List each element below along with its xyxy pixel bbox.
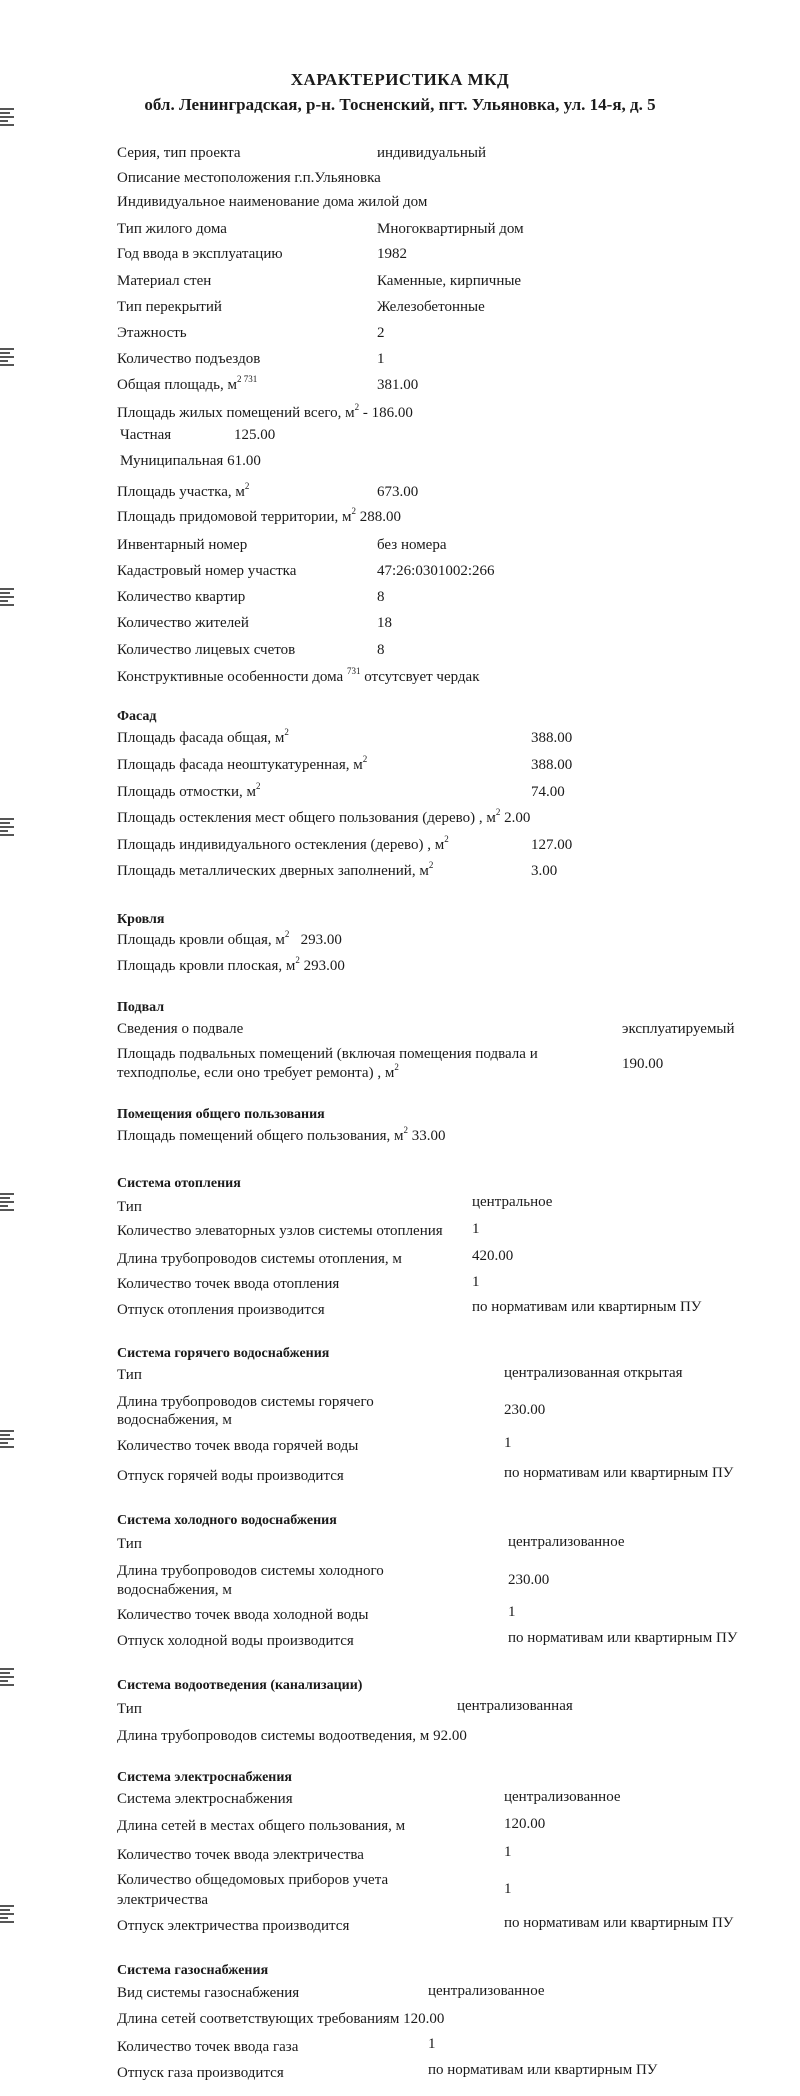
- basement-area-sup: 2: [394, 1062, 399, 1072]
- storeys-value: 2: [377, 325, 385, 341]
- elevators-value: 1: [472, 1221, 480, 1237]
- electric-title: Система электроснабжения: [117, 1770, 293, 1785]
- storeys-label: Этажность: [117, 325, 187, 341]
- cadastral-label: Кадастровый номер участка: [117, 563, 297, 579]
- name-label: Индивидуальное наименование дома: [117, 194, 355, 210]
- sewage-pipes-row: [117, 1727, 467, 1745]
- basement-title: Подвал: [117, 1000, 165, 1015]
- page-title: ХАРАКТЕРИСТИКА МКД: [290, 70, 510, 89]
- roof-total-label: Площадь кровли общая, м: [117, 932, 285, 948]
- blind-area-sup: 2: [256, 781, 261, 791]
- individual-glazing-value: 127.00: [531, 837, 573, 853]
- apartments-value: 8: [377, 589, 385, 605]
- hot-water-pipes-value: 230.00: [504, 1402, 546, 1418]
- heating-inputs-value: 1: [472, 1274, 480, 1290]
- basement-info-label: Сведения о подвале: [117, 1021, 244, 1037]
- doors-value: 3.00: [531, 863, 558, 879]
- cold-water-title: Система холодного водоснабжения: [117, 1513, 337, 1528]
- design-sup: 731: [346, 666, 361, 676]
- gas-type-value: централизованное: [428, 1983, 545, 1999]
- municipal-row: [120, 452, 261, 470]
- municipal-label: Муниципальная: [120, 453, 224, 469]
- name-value: жилой дом: [357, 194, 428, 210]
- individual-glazing-label: [117, 836, 449, 854]
- heating-title: Система отопления: [117, 1176, 241, 1191]
- blind-area-text: Площадь отмостки, м: [117, 784, 256, 800]
- electric-inputs-label: Количество точек ввода электричества: [117, 1847, 364, 1863]
- doors-label: [117, 862, 433, 880]
- facade-total-text: Площадь фасада общая, м: [117, 730, 285, 746]
- individual-glazing-text: Площадь индивидуального остекления (дерево) , м: [117, 837, 445, 853]
- gas-inputs-label: Количество точек ввода газа: [117, 2039, 299, 2055]
- scan-artifact: [0, 348, 14, 378]
- gas-networks-row: [117, 2010, 444, 2028]
- gas-type-label: Вид системы газоснабжения: [117, 1985, 300, 2001]
- plot-area-value: 673.00: [377, 484, 419, 500]
- living-area-value: - 186.00: [359, 405, 413, 421]
- doors-text: Площадь металлических дверных заполнений, м: [117, 863, 429, 879]
- doors-sup: 2: [428, 860, 434, 870]
- living-area-row: [117, 404, 413, 422]
- series-value: индивидуальный: [377, 145, 487, 161]
- electric-system-label: Система электроснабжения: [117, 1791, 293, 1807]
- hot-water-type-label: Тип: [117, 1367, 142, 1383]
- hot-water-inputs-value: 1: [504, 1435, 512, 1451]
- sewage-title: Система водоотведения (канализации): [117, 1678, 363, 1693]
- gas-networks-label: Длина сетей соответствующих требованиям: [117, 2011, 400, 2027]
- adjacent-area-value: 288.00: [359, 509, 402, 525]
- cold-water-inputs-value: 1: [508, 1604, 516, 1620]
- scan-artifact: [0, 1193, 14, 1223]
- blind-area-label: [117, 783, 261, 801]
- common-glazing-row: [117, 809, 530, 827]
- gas-networks-value: 120.00: [403, 2011, 445, 2027]
- apartments-label: Количество квартир: [117, 589, 246, 605]
- facade-unplastered-label: [117, 756, 367, 774]
- hot-water-inputs-label: Количество точек ввода горячей воды: [117, 1438, 359, 1454]
- electric-meters-label-line1: Количество общедомовых приборов учета: [117, 1872, 389, 1888]
- roof-flat-label: Площадь кровли плоская, м: [117, 958, 296, 974]
- entrances-label: Количество подъездов: [117, 351, 261, 367]
- electric-supply-value: по нормативам или квартирным ПУ: [504, 1915, 734, 1931]
- basement-area-text: техподполье, если оно требует ремонта) , м: [117, 1065, 395, 1081]
- heating-pipes-value: 420.00: [472, 1248, 514, 1264]
- total-area-label: [117, 376, 257, 394]
- cold-water-pipes-label-line1: Длина трубопроводов системы холодного: [117, 1563, 384, 1579]
- cadastral-value: 47:26:0301002:266: [377, 563, 495, 579]
- total-area-sup: 2 731: [237, 374, 258, 384]
- basement-area-label-line2: [117, 1064, 399, 1082]
- plot-area-label: [117, 483, 249, 501]
- electric-meters-value: 1: [504, 1881, 512, 1897]
- scan-artifact: [0, 588, 14, 618]
- electric-inputs-value: 1: [504, 1844, 512, 1860]
- individual-glazing-sup: 2: [444, 834, 449, 844]
- design-row: [117, 668, 480, 686]
- roof-title: Кровля: [117, 912, 165, 927]
- house-type-label: Тип жилого дома: [117, 221, 227, 237]
- entrances-value: 1: [377, 351, 385, 367]
- electric-networks-label: Длина сетей в местах общего пользования, м: [117, 1818, 406, 1834]
- electric-system-value: централизованное: [504, 1789, 621, 1805]
- hot-water-title: Система горячего водоснабжения: [117, 1346, 330, 1361]
- walls-value: Каменные, кирпичные: [377, 273, 522, 289]
- plot-area-text: Площадь участка, м: [117, 484, 245, 500]
- common-area-value: 33.00: [411, 1128, 446, 1144]
- roof-flat-sup: 2: [295, 955, 300, 965]
- cold-water-inputs-label: Количество точек ввода холодной воды: [117, 1607, 369, 1623]
- facade-title: Фасад: [117, 709, 157, 724]
- living-area-label: Площадь жилых помещений всего, м: [117, 405, 355, 421]
- location-row: [117, 169, 381, 187]
- location-label: Описание местоположения: [117, 170, 291, 186]
- scan-artifact: [0, 1905, 14, 1935]
- residents-value: 18: [377, 615, 392, 631]
- hot-water-supply-label: Отпуск горячей воды производится: [117, 1468, 344, 1484]
- year-value: 1982: [377, 246, 407, 262]
- cold-water-type-value: централизованное: [508, 1534, 625, 1550]
- hot-water-pipes-label-line2: водоснабжения, м: [117, 1412, 232, 1428]
- accounts-label: Количество лицевых счетов: [117, 642, 296, 658]
- electric-meters-label-line2: электричества: [117, 1892, 208, 1908]
- heating-supply-label: Отпуск отопления производится: [117, 1302, 325, 1318]
- heating-pipes-label: Длина трубопроводов системы отопления, м: [117, 1251, 402, 1267]
- scan-artifact: [0, 1668, 14, 1698]
- private-label: Частная: [120, 427, 172, 443]
- page-address: обл. Ленинградская, р-н. Тосненский, пгт. Ульяновка, ул. 14-я, д. 5: [144, 95, 656, 114]
- heating-supply-value: по нормативам или квартирным ПУ: [472, 1299, 702, 1315]
- common-glazing-sup: 2: [495, 807, 501, 817]
- roof-flat-value: 293.00: [303, 958, 345, 974]
- elevators-label: Количество элеваторных узлов системы отопления: [117, 1223, 443, 1239]
- adjacent-area-sup: 2: [351, 506, 357, 516]
- gas-inputs-value: 1: [428, 2036, 436, 2052]
- roof-total-sup: 2: [284, 929, 290, 939]
- living-area-sup: 2: [354, 402, 360, 412]
- common-area-sup: 2: [403, 1125, 409, 1135]
- house-type-value: Многоквартирный дом: [377, 221, 524, 237]
- floors-type-value: Железобетонные: [377, 299, 485, 315]
- gas-supply-label: Отпуск газа производится: [117, 2065, 284, 2081]
- design-value: отсутсвует чердак: [364, 669, 480, 685]
- heating-type-label: Тип: [117, 1199, 142, 1215]
- roof-total-row: [117, 931, 342, 949]
- hot-water-pipes-label-line1: Длина трубопроводов системы горячего: [117, 1394, 374, 1410]
- cold-water-type-label: Тип: [117, 1536, 142, 1552]
- electric-supply-label: Отпуск электричества производится: [117, 1918, 350, 1934]
- cold-water-pipes-label-line2: водоснабжения, м: [117, 1582, 232, 1598]
- electric-networks-value: 120.00: [504, 1816, 546, 1832]
- common-area-label: Площадь помещений общего пользования, м: [117, 1128, 404, 1144]
- private-value: 125.00: [234, 427, 276, 443]
- scan-artifact: [0, 1430, 14, 1460]
- plot-area-sup: 2: [244, 481, 250, 491]
- location-value: г.п.Ульяновка: [294, 170, 381, 186]
- basement-area-label-line1: Площадь подвальных помещений (включая помещения подвала и: [117, 1046, 538, 1062]
- facade-unplastered-sup: 2: [362, 754, 368, 764]
- sewage-pipes-label: Длина трубопроводов системы водоотведения, м: [117, 1728, 430, 1744]
- scan-artifact: [0, 818, 14, 848]
- cold-water-pipes-value: 230.00: [508, 1572, 550, 1588]
- series-label: Серия, тип проекта: [117, 145, 241, 161]
- facade-unplastered-text: Площадь фасада неоштукатуренная, м: [117, 757, 363, 773]
- gas-supply-value: по нормативам или квартирным ПУ: [428, 2062, 658, 2078]
- walls-label: Материал стен: [117, 273, 212, 289]
- inventory-label: Инвентарный номер: [117, 537, 248, 553]
- common-area-row: [117, 1127, 446, 1145]
- design-label: Конструктивные особенности дома: [117, 669, 344, 685]
- accounts-value: 8: [377, 642, 385, 658]
- common-glazing-value: 2.00: [504, 810, 531, 826]
- roof-total-value: 293.00: [300, 932, 342, 948]
- basement-area-value: 190.00: [622, 1056, 664, 1072]
- name-row: [117, 193, 427, 211]
- roof-flat-row: [117, 957, 345, 975]
- adjacent-area-row: [117, 508, 401, 526]
- sewage-type-value: централизованная: [457, 1698, 573, 1714]
- heating-inputs-label: Количество точек ввода отопления: [117, 1276, 340, 1292]
- hot-water-supply-value: по нормативам или квартирным ПУ: [504, 1465, 734, 1481]
- common-glazing-label: Площадь остекления мест общего пользования (дерево) , м: [117, 810, 496, 826]
- facade-total-value: 388.00: [531, 730, 573, 746]
- cold-water-supply-label: Отпуск холодной воды производится: [117, 1633, 354, 1649]
- facade-unplastered-value: 388.00: [531, 757, 573, 773]
- heating-type-value: центральное: [472, 1194, 553, 1210]
- total-area-text: Общая площадь, м: [117, 377, 238, 393]
- facade-total-sup: 2: [284, 727, 289, 737]
- adjacent-area-label: Площадь придомовой территории, м: [117, 509, 352, 525]
- floors-type-label: Тип перекрытий: [117, 299, 222, 315]
- facade-total-label: [117, 729, 289, 747]
- basement-info-value: эксплуатируемый: [622, 1021, 735, 1037]
- hot-water-type-value: централизованная открытая: [504, 1365, 683, 1381]
- cold-water-supply-value: по нормативам или квартирным ПУ: [508, 1630, 738, 1646]
- residents-label: Количество жителей: [117, 615, 249, 631]
- common-title: Помещения общего пользования: [117, 1107, 325, 1122]
- gas-title: Система газоснабжения: [117, 1963, 269, 1978]
- total-area-value: 381.00: [377, 377, 419, 393]
- blind-area-value: 74.00: [531, 784, 565, 800]
- inventory-value: без номера: [377, 537, 447, 553]
- sewage-type-label: Тип: [117, 1701, 142, 1717]
- sewage-pipes-value: 92.00: [433, 1728, 467, 1744]
- municipal-value: 61.00: [227, 453, 261, 469]
- year-label: Год ввода в эксплуатацию: [117, 246, 283, 262]
